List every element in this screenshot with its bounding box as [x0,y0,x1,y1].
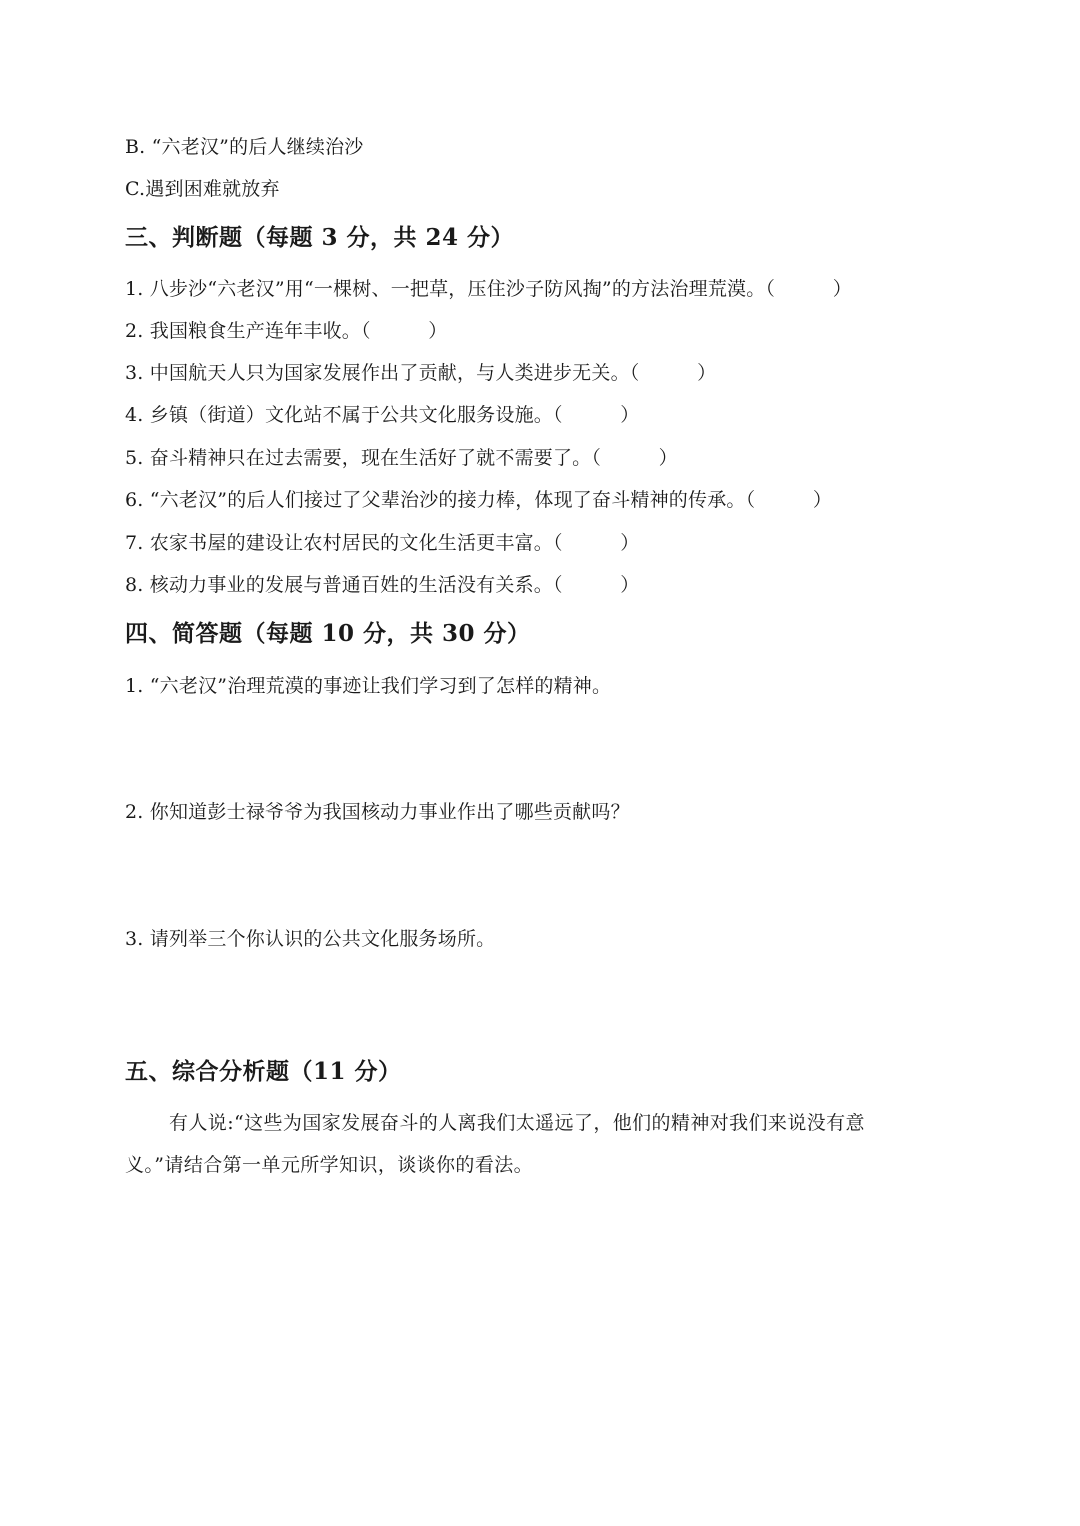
option-b: B. “六老汉”的后人继续治沙 [125,136,364,158]
true-false-item: 2. 我国粮食生产连年丰收。（ ） [125,320,448,342]
short-answer-item: 1. “六老汉”治理荒漠的事迹让我们学习到了怎样的精神。 [125,675,612,697]
true-false-item: 3. 中国航天人只为国家发展作出了贡献，与人类进步无关。（ ） [125,362,717,384]
analysis-prompt [125,1102,955,1186]
analysis-prompt-line-1: 有人说:“这些为国家发展奋斗的人离我们太遥远了，他们的精神对我们来说没有意 [169,1112,865,1134]
option-c: C.遇到困难就放弃 [125,178,280,200]
section-title-short-answer: 四、简答题（每题 10 分，共 30 分） [125,620,531,647]
true-false-item: 1. 八步沙“六老汉”用“一棵树、一把草，压住沙子防风掏”的方法治理荒漠。（ ） [125,278,852,300]
true-false-item: 7. 农家书屋的建设让农村居民的文化生活更丰富。（ ） [125,532,640,554]
true-false-item: 5. 奋斗精神只在过去需要，现在生活好了就不需要了。（ ） [125,447,678,469]
section-title-true-false: 三、判断题（每题 3 分，共 24 分） [125,224,515,251]
analysis-prompt-line-2: 义。”请结合第一单元所学知识，谈谈你的看法。 [125,1154,534,1176]
true-false-item: 4. 乡镇（街道）文化站不属于公共文化服务设施。（ ） [125,404,640,426]
section-title-analysis: 五、综合分析题（11 分） [125,1058,402,1085]
true-false-item: 6. “六老汉”的后人们接过了父辈治沙的接力棒，体现了奋斗精神的传承。（ ） [125,489,833,511]
true-false-item: 8. 核动力事业的发展与普通百姓的生活没有关系。（ ） [125,574,640,596]
short-answer-item: 2. 你知道彭士禄爷爷为我国核动力事业作出了哪些贡献吗？ [125,801,630,823]
short-answer-item: 3. 请列举三个你认识的公共文化服务场所。 [125,928,496,950]
